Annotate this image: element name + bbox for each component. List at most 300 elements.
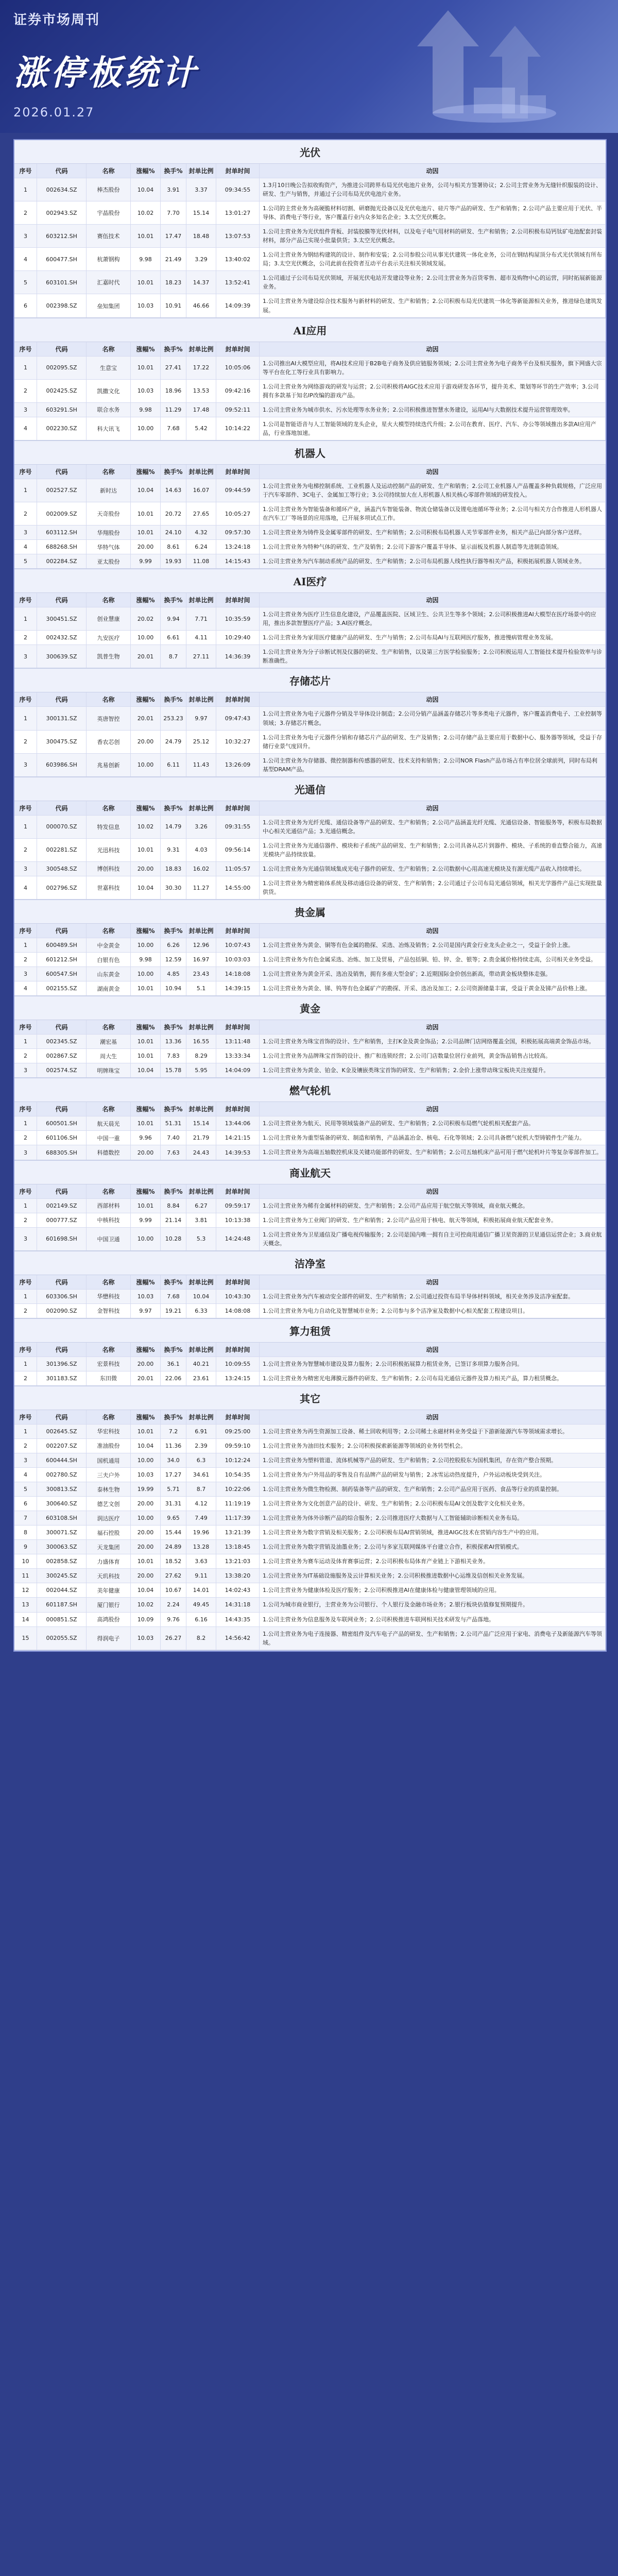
- cell-chg: 10.00: [131, 938, 161, 952]
- cell-ratio: 12.96: [186, 938, 216, 952]
- table-row: [14, 270, 606, 294]
- sector-title: 算力租赁: [14, 1319, 606, 1343]
- cell-ratio: 16.02: [186, 862, 216, 876]
- cell-no: 1: [14, 607, 37, 630]
- cell-turn: 9.65: [161, 1511, 186, 1525]
- cell-name: 山东黄金: [87, 967, 131, 981]
- cell-ratio: 16.07: [186, 479, 216, 502]
- cell-ratio: 18.48: [186, 225, 216, 247]
- cell-reason: 1.公司主营业务为微生物检测、制药装备等产品的研发、生产和销售；2.公司产品应用于医药、食品等行业的质量控制。: [260, 1482, 606, 1496]
- cell-reason: 1.公司主营业务为汽车制动系统产品的研发、生产和销售；2.公司布局机器人线性执行器等相关产品，积极拓展机器人领域业务。: [260, 554, 606, 568]
- cell-ratio: 5.3: [186, 1228, 216, 1250]
- cell-code: 600489.SH: [37, 938, 87, 952]
- table-row: [14, 1303, 606, 1318]
- cell-ratio: 8.29: [186, 1049, 216, 1063]
- cell-code: 688268.SH: [37, 540, 87, 554]
- sector-section: [14, 777, 606, 900]
- cell-turn: 7.40: [161, 1131, 186, 1145]
- cell-reason: 1.公司主营业务为体外诊断产品的综合服务；2.公司推进医疗大数据与人工智能辅助诊断相关业务布局。: [260, 1511, 606, 1525]
- sector-title: 光通信: [14, 777, 606, 801]
- cell-chg: 9.99: [131, 554, 161, 568]
- cell-time: 13:33:34: [216, 1049, 260, 1063]
- column-header: 名称: [87, 465, 131, 479]
- cell-ratio: 8.7: [186, 1482, 216, 1496]
- cell-reason: 1.公司主营业务为黄金开采、选冶及销售，拥有多座大型金矿；2.近期国际金价创出新高，带动黄金板块整体走强。: [260, 967, 606, 981]
- cell-chg: 10.04: [131, 1063, 161, 1077]
- cell-turn: 10.94: [161, 981, 186, 995]
- cell-time: 09:31:55: [216, 816, 260, 838]
- cell-time: 14:24:48: [216, 1228, 260, 1250]
- column-header: 换手%: [161, 801, 186, 815]
- cell-no: 11: [14, 1569, 37, 1583]
- table-header: [14, 1343, 606, 1357]
- column-header: 代码: [37, 801, 87, 815]
- column-header: 动因: [260, 924, 606, 938]
- cell-turn: 24.89: [161, 1540, 186, 1554]
- cell-chg: 9.97: [131, 1304, 161, 1318]
- table-row: [14, 838, 606, 861]
- column-header: 封单比例: [186, 1184, 216, 1198]
- sector-title: 其它: [14, 1386, 606, 1410]
- cell-reason: 1.公司主营业务为户外用品的零售及自有品牌产品的研发与销售；2.冰雪运动热度提升，户外运动板块受到关注。: [260, 1468, 606, 1482]
- cell-turn: 14.79: [161, 816, 186, 838]
- sector-title: 存储芯片: [14, 669, 606, 692]
- column-header: 动因: [260, 1343, 606, 1357]
- cell-name: 垒知集团: [87, 294, 131, 317]
- cell-time: 10:03:03: [216, 953, 260, 967]
- cell-time: 14:09:39: [216, 294, 260, 317]
- cell-time: 10:05:06: [216, 357, 260, 379]
- cell-name: 高鸿股份: [87, 1613, 131, 1626]
- column-header: 换手%: [161, 1102, 186, 1116]
- sector-title: AI应用: [14, 318, 606, 342]
- column-header: 涨幅%: [131, 1275, 161, 1289]
- column-header: 封单时间: [216, 1343, 260, 1357]
- column-header: 名称: [87, 924, 131, 938]
- cell-no: 2: [14, 380, 37, 402]
- cell-name: 赛伍技术: [87, 225, 131, 247]
- cell-time: 10:54:35: [216, 1468, 260, 1482]
- column-header: 换手%: [161, 1343, 186, 1357]
- cell-turn: 4.85: [161, 967, 186, 981]
- column-header: 名称: [87, 1275, 131, 1289]
- column-header: 名称: [87, 1020, 131, 1034]
- cell-no: 6: [14, 294, 37, 317]
- cell-ratio: 24.43: [186, 1145, 216, 1159]
- table-row: [14, 356, 606, 379]
- cell-reason: 1.公司主营业务为稀有金属材料的研发、生产和销售；2.公司产品应用于航空航天等领域，商业航天概念。: [260, 1199, 606, 1213]
- cell-ratio: 6.3: [186, 1453, 216, 1467]
- column-header: 涨幅%: [131, 1102, 161, 1116]
- cell-reason: 1.公司主营业务为智能装备和循环产业，涵盖汽车智能装备、物流仓储装备以及锂电池循环等业务；2.公司与相关方合作推进人形机器人在汽车工厂等场景的应用落地，已开展多项试点工作。: [260, 502, 606, 525]
- cell-chg: 10.09: [131, 1613, 161, 1626]
- cell-turn: 2.24: [161, 1598, 186, 1612]
- cell-no: 15: [14, 1627, 37, 1650]
- cell-name: 中国卫通: [87, 1228, 131, 1250]
- cell-time: 10:29:40: [216, 631, 260, 645]
- cell-name: 国机通用: [87, 1453, 131, 1467]
- cell-no: 5: [14, 1482, 37, 1496]
- cell-reason: 1.公司主营业务为电子元器件分销及半导体设计制造；2.公司分销产品涵盖存储芯片等多类电子元器件，客户覆盖消费电子、工业控制等领域；3.存储芯片概念。: [260, 707, 606, 730]
- cell-reason: 1.公司主营业务为黄金、锑、钨等有色金属矿产的勘探、开采、选冶及加工；2.公司资源储量丰富，受益于黄金及锑产品价格上涨。: [260, 981, 606, 995]
- cell-code: 002230.SZ: [37, 417, 87, 440]
- cell-name: 润达医疗: [87, 1511, 131, 1525]
- table-row: [14, 224, 606, 247]
- cell-ratio: 3.26: [186, 816, 216, 838]
- cell-chg: 10.04: [131, 1439, 161, 1453]
- column-header: 序号: [14, 164, 37, 178]
- cell-no: 1: [14, 1116, 37, 1130]
- cell-name: 泰林生物: [87, 1482, 131, 1496]
- table-row: [14, 525, 606, 539]
- cell-turn: 31.31: [161, 1497, 186, 1511]
- table-row: [14, 247, 606, 270]
- cell-turn: 10.67: [161, 1583, 186, 1597]
- sector-title: 商业航天: [14, 1161, 606, 1184]
- cell-no: 1: [14, 1199, 37, 1213]
- cell-no: 1: [14, 178, 37, 201]
- cell-name: 汇嘉时代: [87, 271, 131, 294]
- cell-code: 002155.SZ: [37, 981, 87, 995]
- cell-code: 002207.SZ: [37, 1439, 87, 1453]
- column-header: 代码: [37, 692, 87, 706]
- cell-chg: 10.04: [131, 479, 161, 502]
- column-header: 代码: [37, 593, 87, 607]
- cell-chg: 20.00: [131, 1497, 161, 1511]
- column-header: 动因: [260, 692, 606, 706]
- table-row: [14, 554, 606, 568]
- cell-reason: 1.公司主营业务为有色金属采选、冶炼、加工及贸易，产品包括铜、铅、锌、金、银等；2.贵金属价格持续走高，公司相关业务受益。: [260, 953, 606, 967]
- sector-section: [14, 1251, 606, 1319]
- cell-name: 科大讯飞: [87, 417, 131, 440]
- cell-reason: 1.公司主营业务为品牌珠宝首饰的设计、推广和连锁经营；2.公司门店数量位居行业前列，黄金饰品销售占比较高。: [260, 1049, 606, 1063]
- cell-turn: 22.06: [161, 1371, 186, 1385]
- cell-ratio: 49.45: [186, 1598, 216, 1612]
- column-header: 涨幅%: [131, 1410, 161, 1424]
- cell-time: 10:14:22: [216, 417, 260, 440]
- cell-ratio: 17.22: [186, 357, 216, 379]
- column-header: 换手%: [161, 924, 186, 938]
- column-header: 名称: [87, 1410, 131, 1424]
- cell-name: 三夫户外: [87, 1468, 131, 1482]
- column-header: 封单时间: [216, 164, 260, 178]
- column-header: 名称: [87, 342, 131, 356]
- table-row: [14, 1145, 606, 1159]
- cell-no: 1: [14, 1425, 37, 1438]
- table-row: [14, 607, 606, 630]
- sector-section: [14, 318, 606, 441]
- cell-code: 603108.SH: [37, 1511, 87, 1525]
- table-row: [14, 1357, 606, 1371]
- table-row: [14, 967, 606, 981]
- cell-code: 002858.SZ: [37, 1554, 87, 1568]
- cell-time: 14:21:15: [216, 1131, 260, 1145]
- cell-turn: 14.63: [161, 479, 186, 502]
- cell-name: 中核科技: [87, 1213, 131, 1227]
- cell-time: 11:17:39: [216, 1511, 260, 1525]
- column-header: 换手%: [161, 465, 186, 479]
- table-row: [14, 201, 606, 224]
- column-header: 名称: [87, 1184, 131, 1198]
- cell-code: 300475.SZ: [37, 731, 87, 753]
- cell-ratio: 34.61: [186, 1468, 216, 1482]
- cell-no: 1: [14, 707, 37, 730]
- cell-chg: 20.00: [131, 1569, 161, 1583]
- cell-no: 3: [14, 754, 37, 776]
- cell-no: 12: [14, 1583, 37, 1597]
- cell-name: 明牌珠宝: [87, 1063, 131, 1077]
- cell-no: 4: [14, 1468, 37, 1482]
- table-row: [14, 539, 606, 554]
- cell-chg: 10.04: [131, 178, 161, 201]
- cell-time: 10:13:38: [216, 1213, 260, 1227]
- cell-ratio: 46.66: [186, 294, 216, 317]
- cell-time: 14:36:39: [216, 645, 260, 668]
- table-header: [14, 692, 606, 706]
- cell-chg: 10.03: [131, 294, 161, 317]
- cell-code: 002574.SZ: [37, 1063, 87, 1077]
- cell-reason: 1.公司主营业务为黄金、铂金、K金及镶嵌类珠宝首饰的研发、生产和销售；2.金价上涨带动珠宝板块关注度提升。: [260, 1063, 606, 1077]
- column-header: 名称: [87, 164, 131, 178]
- cell-reason: 1.公司主营业务为电子元器件分销和存储芯片产品的研发、生产及销售；2.公司存储产品主要应用于数据中心、服务器等领域，受益于存储行业景气度回升。: [260, 731, 606, 753]
- cell-no: 10: [14, 1554, 37, 1568]
- column-header: 代码: [37, 924, 87, 938]
- cell-code: 002867.SZ: [37, 1049, 87, 1063]
- cell-ratio: 5.1: [186, 981, 216, 995]
- cell-code: 601187.SH: [37, 1598, 87, 1612]
- cell-code: 002398.SZ: [37, 294, 87, 317]
- cell-code: 002345.SZ: [37, 1035, 87, 1048]
- column-header: 名称: [87, 801, 131, 815]
- column-header: 涨幅%: [131, 342, 161, 356]
- cell-chg: 10.01: [131, 271, 161, 294]
- column-header: 动因: [260, 1275, 606, 1289]
- sector-section: [14, 900, 606, 996]
- cell-turn: 5.71: [161, 1482, 186, 1496]
- cell-reason: 1.公司主营业务为精密光电薄膜元器件的研发、生产和销售；2.公司布局光通信元器件及算力相关产品，算力租赁概念。: [260, 1371, 606, 1385]
- cell-ratio: 13.28: [186, 1540, 216, 1554]
- cell-name: 博创科技: [87, 862, 131, 876]
- column-header: 序号: [14, 593, 37, 607]
- cell-chg: 20.00: [131, 1357, 161, 1371]
- column-header: 封单比例: [186, 593, 216, 607]
- cell-ratio: 2.39: [186, 1439, 216, 1453]
- cell-reason: 1.公司主营业务为重型装备的研发、制造和销售，产品涵盖冶金、核电、石化等领域；2.公司具备燃气轮机大型铸锻件生产能力。: [260, 1131, 606, 1145]
- cell-no: 4: [14, 540, 37, 554]
- column-header: 涨幅%: [131, 164, 161, 178]
- cell-code: 601106.SH: [37, 1131, 87, 1145]
- cell-name: 华翔股份: [87, 526, 131, 539]
- cell-ratio: 4.12: [186, 1497, 216, 1511]
- cell-chg: 20.00: [131, 862, 161, 876]
- sector-section: [14, 1161, 606, 1251]
- cell-ratio: 14.01: [186, 1583, 216, 1597]
- brand-name: 证券市场周刊: [13, 12, 100, 28]
- cell-turn: 18.83: [161, 862, 186, 876]
- table-row: [14, 402, 606, 417]
- cell-name: 天玑科技: [87, 1569, 131, 1583]
- cell-ratio: 25.12: [186, 731, 216, 753]
- cell-ratio: 11.27: [186, 876, 216, 899]
- cell-ratio: 11.43: [186, 754, 216, 776]
- column-header: 动因: [260, 342, 606, 356]
- cell-code: 000851.SZ: [37, 1613, 87, 1626]
- cell-name: 杭萧钢构: [87, 248, 131, 270]
- cell-reason: 1.公司为城市商业银行，主营业务为公司银行、个人银行及金融市场业务；2.银行板块估值修复预期提升。: [260, 1598, 606, 1612]
- cell-turn: 8.84: [161, 1199, 186, 1213]
- table-row: [14, 1371, 606, 1385]
- table-header: [14, 801, 606, 815]
- sector-title: 洁净室: [14, 1251, 606, 1275]
- column-header: 涨幅%: [131, 593, 161, 607]
- cell-reason: 1.公司主营业务为特种气体的研发、生产及销售；2.公司下游客户覆盖半导体、显示面板及机器人制造等先进制造领域。: [260, 540, 606, 554]
- cell-turn: 17.47: [161, 225, 186, 247]
- cell-name: 光迅科技: [87, 839, 131, 861]
- cell-reason: 1.公司主营业务为网络游戏的研发与运营；2.公司积极将AIGC技术应用于游戏研发各环节，提升美术、策划等环节的生产效率；3.公司拥有多款基于知名IP改编的游戏产品。: [260, 380, 606, 402]
- cell-ratio: 5.95: [186, 1063, 216, 1077]
- column-header: 名称: [87, 1343, 131, 1357]
- cell-code: 600477.SH: [37, 248, 87, 270]
- cell-no: 3: [14, 403, 37, 417]
- cell-chg: 10.04: [131, 1583, 161, 1597]
- cell-turn: 8.7: [161, 645, 186, 668]
- cell-no: 2: [14, 839, 37, 861]
- table-header: [14, 1020, 606, 1034]
- cell-name: 东田微: [87, 1371, 131, 1385]
- cell-reason: 1.公司主营业务为健康体检及医疗服务；2.公司积极推进AI在健康体检与健康管理领域的应用。: [260, 1583, 606, 1597]
- cell-reason: 1.公司推出AI大模型应用，将AI技术应用于B2B电子商务及供应链服务领域；2.公司主营业务为电子商务平台及相关服务，旗下网盛大宗等平台在化工等行业具有影响力。: [260, 357, 606, 379]
- cell-chg: 10.01: [131, 839, 161, 861]
- column-header: 封单比例: [186, 924, 216, 938]
- cell-chg: 10.00: [131, 1228, 161, 1250]
- cell-time: 13:24:15: [216, 1371, 260, 1385]
- cell-ratio: 27.11: [186, 645, 216, 668]
- cell-reason: 1.公司主营业务为城市供水、污水处理等水务业务；2.公司积极推进智慧水务建设，运用AI与大数据技术提升运营管理效率。: [260, 403, 606, 417]
- cell-no: 2: [14, 502, 37, 525]
- table-row: [14, 379, 606, 402]
- cell-turn: 7.70: [161, 201, 186, 224]
- cell-time: 13:26:09: [216, 754, 260, 776]
- table-header: [14, 1184, 606, 1198]
- cell-chg: 10.03: [131, 380, 161, 402]
- cell-code: 300245.SZ: [37, 1569, 87, 1583]
- table-row: [14, 645, 606, 668]
- cell-chg: 20.00: [131, 731, 161, 753]
- cell-no: 4: [14, 876, 37, 899]
- table-header: [14, 342, 606, 356]
- cell-turn: 11.36: [161, 1439, 186, 1453]
- cell-turn: 18.52: [161, 1554, 186, 1568]
- table-row: [14, 1626, 606, 1650]
- cell-ratio: 27.65: [186, 502, 216, 525]
- cell-chg: 20.02: [131, 607, 161, 630]
- cell-no: 1: [14, 816, 37, 838]
- cell-time: 11:19:19: [216, 1497, 260, 1511]
- cell-turn: 7.63: [161, 1145, 186, 1159]
- column-header: 封单比例: [186, 465, 216, 479]
- cell-reason: 1.公司主营业务为分子诊断试剂及仪器的研发、生产和销售，以及第三方医学检验服务；2.公司积极运用人工智能技术提升检验效率与诊断准确性。: [260, 645, 606, 668]
- column-header: 封单比例: [186, 164, 216, 178]
- cell-no: 4: [14, 248, 37, 270]
- cell-code: 000777.SZ: [37, 1213, 87, 1227]
- cell-turn: 34.0: [161, 1453, 186, 1467]
- table-row: [14, 1453, 606, 1467]
- cell-turn: 21.14: [161, 1213, 186, 1227]
- cell-no: 7: [14, 1511, 37, 1525]
- table-row: [14, 1597, 606, 1612]
- cell-time: 10:35:59: [216, 607, 260, 630]
- cell-name: 美年健康: [87, 1583, 131, 1597]
- cell-turn: 18.96: [161, 380, 186, 402]
- cell-reason: 1.公司主营业务为存储器、微控制器和传感器的研发、技术支持和销售；2.公司NOR Flash产品市场占有率位居全球前列，同时布局利基型DRAM产品。: [260, 754, 606, 776]
- cell-name: 亚太股份: [87, 554, 131, 568]
- column-header: 序号: [14, 1343, 37, 1357]
- sector-section: [14, 569, 606, 669]
- cell-code: 002090.SZ: [37, 1304, 87, 1318]
- cell-time: 14:08:08: [216, 1304, 260, 1318]
- cell-turn: 11.29: [161, 403, 186, 417]
- cell-name: 中国一重: [87, 1131, 131, 1145]
- table-row: [14, 1130, 606, 1145]
- cell-chg: 10.03: [131, 1627, 161, 1650]
- table-row: [14, 479, 606, 502]
- cell-time: 14:43:35: [216, 1613, 260, 1626]
- table-row: [14, 1289, 606, 1303]
- cell-turn: 6.11: [161, 754, 186, 776]
- cell-ratio: 9.97: [186, 707, 216, 730]
- cell-turn: 12.59: [161, 953, 186, 967]
- cell-reason: 1.公司的主营业务为高硬脆材料切割、研磨抛光设备以及光伏电池片、硅片等产品的研发、生产和销售；2.公司产品主要应用于光伏、半导体、消费电子等行业，客户覆盖行业内众多知名企业；3.太空光伏概念。: [260, 201, 606, 224]
- cell-reason: 1.公司主营业务为光通信领域集成光电子器件的研发、生产和销售；2.公司数据中心用高速光模块及有源光缆产品收入持续增长。: [260, 862, 606, 876]
- cell-time: 10:43:30: [216, 1290, 260, 1303]
- sector-title: AI医疗: [14, 569, 606, 593]
- cell-turn: 9.76: [161, 1613, 186, 1626]
- cell-reason: 1.公司主营业务为光通信器件、模块和子系统产品的研发、生产和销售；2.公司具备从芯片到器件、模块、子系统的垂直整合能力，高速光模块产品持续放量。: [260, 839, 606, 861]
- cell-chg: 10.01: [131, 502, 161, 525]
- cell-turn: 24.79: [161, 731, 186, 753]
- cell-time: 09:59:17: [216, 1199, 260, 1213]
- sector-section: [14, 1319, 606, 1386]
- cell-chg: 20.00: [131, 1526, 161, 1539]
- column-header: 封单比例: [186, 1343, 216, 1357]
- cell-time: 09:42:16: [216, 380, 260, 402]
- cell-reason: 1.公司主营业务为油田技术服务；2.公司积极探索新能源等领域的业务转型机会。: [260, 1439, 606, 1453]
- cell-no: 3: [14, 1228, 37, 1250]
- column-header: 代码: [37, 1343, 87, 1357]
- cell-no: 1: [14, 938, 37, 952]
- cell-ratio: 3.63: [186, 1554, 216, 1568]
- column-header: 名称: [87, 593, 131, 607]
- column-header: 换手%: [161, 692, 186, 706]
- cell-time: 10:32:27: [216, 731, 260, 753]
- cell-chg: 10.01: [131, 225, 161, 247]
- cell-time: 13:38:20: [216, 1569, 260, 1583]
- cell-code: 002943.SZ: [37, 201, 87, 224]
- cell-time: 14:39:53: [216, 1145, 260, 1159]
- cell-time: 10:09:55: [216, 1357, 260, 1371]
- sector-section: [14, 441, 606, 569]
- cell-time: 14:15:43: [216, 554, 260, 568]
- cell-time: 10:07:43: [216, 938, 260, 952]
- column-header: 换手%: [161, 593, 186, 607]
- cell-ratio: 7.71: [186, 607, 216, 630]
- cell-chg: 10.01: [131, 1035, 161, 1048]
- sector-title: 光伏: [14, 140, 606, 164]
- cell-name: 得润电子: [87, 1627, 131, 1650]
- table-row: [14, 730, 606, 753]
- cell-name: 西部材料: [87, 1199, 131, 1213]
- column-header: 序号: [14, 924, 37, 938]
